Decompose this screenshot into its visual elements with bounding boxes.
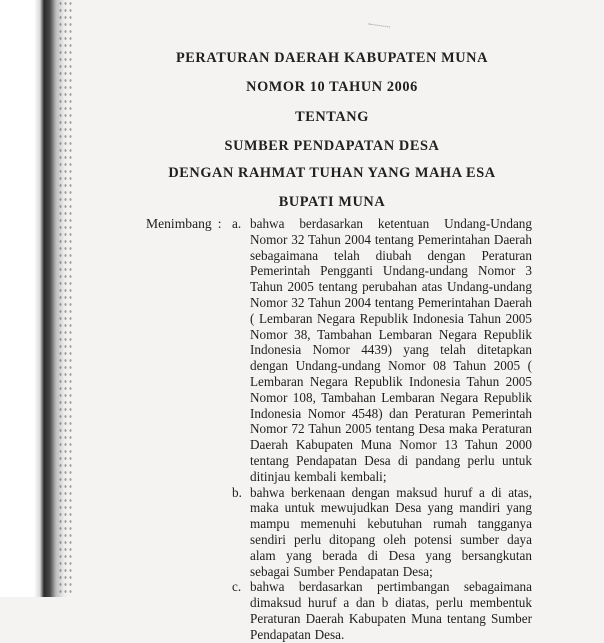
about-heading: TENTANG	[295, 109, 369, 125]
item-text: bahwa berdasarkan ketentuan Undang-Undang Nomor 32 Tahun 2004 tentang Pemerintahan Daerah sebagaimana telah diubah dengan Peraturan Pemerintah Pengganti Undang-undang Nomor 3 Tahun 2005 tentang perubahan atas Undang-undang Nomor 32 Tahun 2004 tentang Pemerintahan Daerah ( Lembaran Negara Republik Indonesia Tahun 2005 Nomor 38, Tambahan Lembaran Negara Republik Indonesia Nomor 4439) yang telah ditetapkan dengan Undang-undang Nomor 08 Tahun 2005 ( Lembaran Negara Republik Indonesia Tahun 2005 Nomor 108, Tambahan Lembaran Negara Republik Indonesia Nomor 4548) dan Peraturan Pemerintah Nomor 72 Tahun 2005 tentang Desa maka Peraturan Daerah Kabupaten Muna Nomor 13 Tahun 2000 tentang Pendapatan Desa di pandang perlu untuk ditinjau kembali kembali;	[250, 216, 532, 484]
item-letter: c.	[232, 579, 242, 595]
considering-colon: :	[217, 216, 222, 231]
considering-list	[232, 216, 532, 643]
invocation: DENGAN RAHMAT TUHAN YANG MAHA ESA	[168, 165, 496, 181]
item-text: bahwa berkenaan dengan maksud huruf a di atas, maka untuk mewujudkan Desa yang mandiri yang mampu memenuhi kebutuhan rumah tangganya sendiri perlu ditopang oleh potensi sumber daya alam yang berada di Desa yang bersangkutan sebagai Sumber Pendapatan Desa;	[250, 484, 532, 579]
issuer: BUPATI MUNA	[278, 194, 386, 210]
item-text: bahwa berdasarkan pertimbangan sebagaimana dimaksud huruf a dan b diatas, perlu membentuk Peraturan Daerah Kabupaten Muna tentang Sumber Pendapatan Desa.	[250, 579, 532, 642]
list-item	[232, 485, 532, 580]
item-letter: b.	[232, 484, 242, 500]
list-item	[232, 216, 532, 485]
regulation-title: PERATURAN DAERAH KABUPATEN MUNA	[175, 50, 489, 66]
considering-label-text: Menimbang	[146, 216, 212, 231]
item-letter: a.	[232, 216, 242, 231]
considering-label	[146, 216, 221, 232]
scan-mark	[368, 23, 391, 32]
list-item	[232, 579, 532, 642]
regulation-number: NOMOR 10 TAHUN 2006	[246, 79, 418, 95]
regulation-subject: SUMBER PENDAPATAN DESA	[224, 138, 440, 154]
